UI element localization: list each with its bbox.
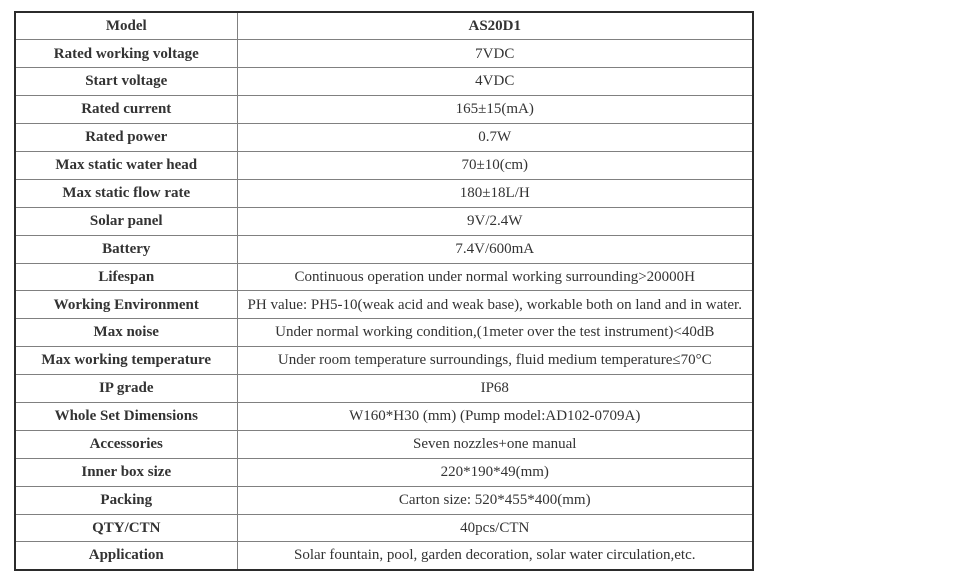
spec-value: 70±10(cm): [237, 151, 753, 179]
spec-value: 0.7W: [237, 124, 753, 152]
spec-label: Max static water head: [15, 151, 237, 179]
spec-label: Lifespan: [15, 263, 237, 291]
table-row: [15, 402, 753, 430]
spec-label: Max working temperature: [15, 347, 237, 375]
product-specification-table: [14, 11, 754, 571]
spec-label: Solar panel: [15, 207, 237, 235]
table-row: [15, 430, 753, 458]
table-row: [15, 207, 753, 235]
spec-label: Rated working voltage: [15, 40, 237, 68]
spec-value: 165±15(mA): [237, 96, 753, 124]
spec-value: Continuous operation under normal working surrounding>20000H: [237, 263, 753, 291]
table-row: [15, 375, 753, 403]
spec-label: Model: [15, 12, 237, 40]
spec-label: Application: [15, 542, 237, 570]
spec-label: Battery: [15, 235, 237, 263]
table-row: [15, 40, 753, 68]
spec-value: 220*190*49(mm): [237, 458, 753, 486]
spec-value: Under normal working condition,(1meter over the test instrument)<40dB: [237, 319, 753, 347]
table-row: [15, 319, 753, 347]
table-row: [15, 124, 753, 152]
spec-value: AS20D1: [237, 12, 753, 40]
table-row: [15, 347, 753, 375]
table-row: [15, 514, 753, 542]
spec-value: Solar fountain, pool, garden decoration, solar water circulation,etc.: [237, 542, 753, 570]
table-row: [15, 96, 753, 124]
spec-label: Inner box size: [15, 458, 237, 486]
spec-value: IP68: [237, 375, 753, 403]
spec-value: Seven nozzles+one manual: [237, 430, 753, 458]
table-row: [15, 235, 753, 263]
spec-label: Max static flow rate: [15, 179, 237, 207]
spec-label: Rated current: [15, 96, 237, 124]
table-row: [15, 12, 753, 40]
table-row: [15, 151, 753, 179]
spec-label: Accessories: [15, 430, 237, 458]
spec-value: 7.4V/600mA: [237, 235, 753, 263]
spec-value: PH value: PH5-10(weak acid and weak base), workable both on land and in water.: [237, 291, 753, 319]
table-row: [15, 179, 753, 207]
spec-value: 180±18L/H: [237, 179, 753, 207]
spec-value: 40pcs/CTN: [237, 514, 753, 542]
table-row: [15, 542, 753, 570]
spec-label: Packing: [15, 486, 237, 514]
spec-value: 4VDC: [237, 68, 753, 96]
table-row: [15, 263, 753, 291]
spec-value: W160*H30 (mm) (Pump model:AD102-0709A): [237, 402, 753, 430]
table-row: [15, 68, 753, 96]
spec-label: IP grade: [15, 375, 237, 403]
spec-label: Max noise: [15, 319, 237, 347]
spec-label: Working Environment: [15, 291, 237, 319]
table-row: [15, 291, 753, 319]
spec-value: Under room temperature surroundings, fluid medium temperature≤70°C: [237, 347, 753, 375]
spec-table-body: [15, 12, 753, 570]
table-row: [15, 486, 753, 514]
spec-label: Start voltage: [15, 68, 237, 96]
spec-value: Carton size: 520*455*400(mm): [237, 486, 753, 514]
spec-label: Whole Set Dimensions: [15, 402, 237, 430]
table-row: [15, 458, 753, 486]
spec-label: Rated power: [15, 124, 237, 152]
spec-value: 9V/2.4W: [237, 207, 753, 235]
spec-value: 7VDC: [237, 40, 753, 68]
spec-label: QTY/CTN: [15, 514, 237, 542]
